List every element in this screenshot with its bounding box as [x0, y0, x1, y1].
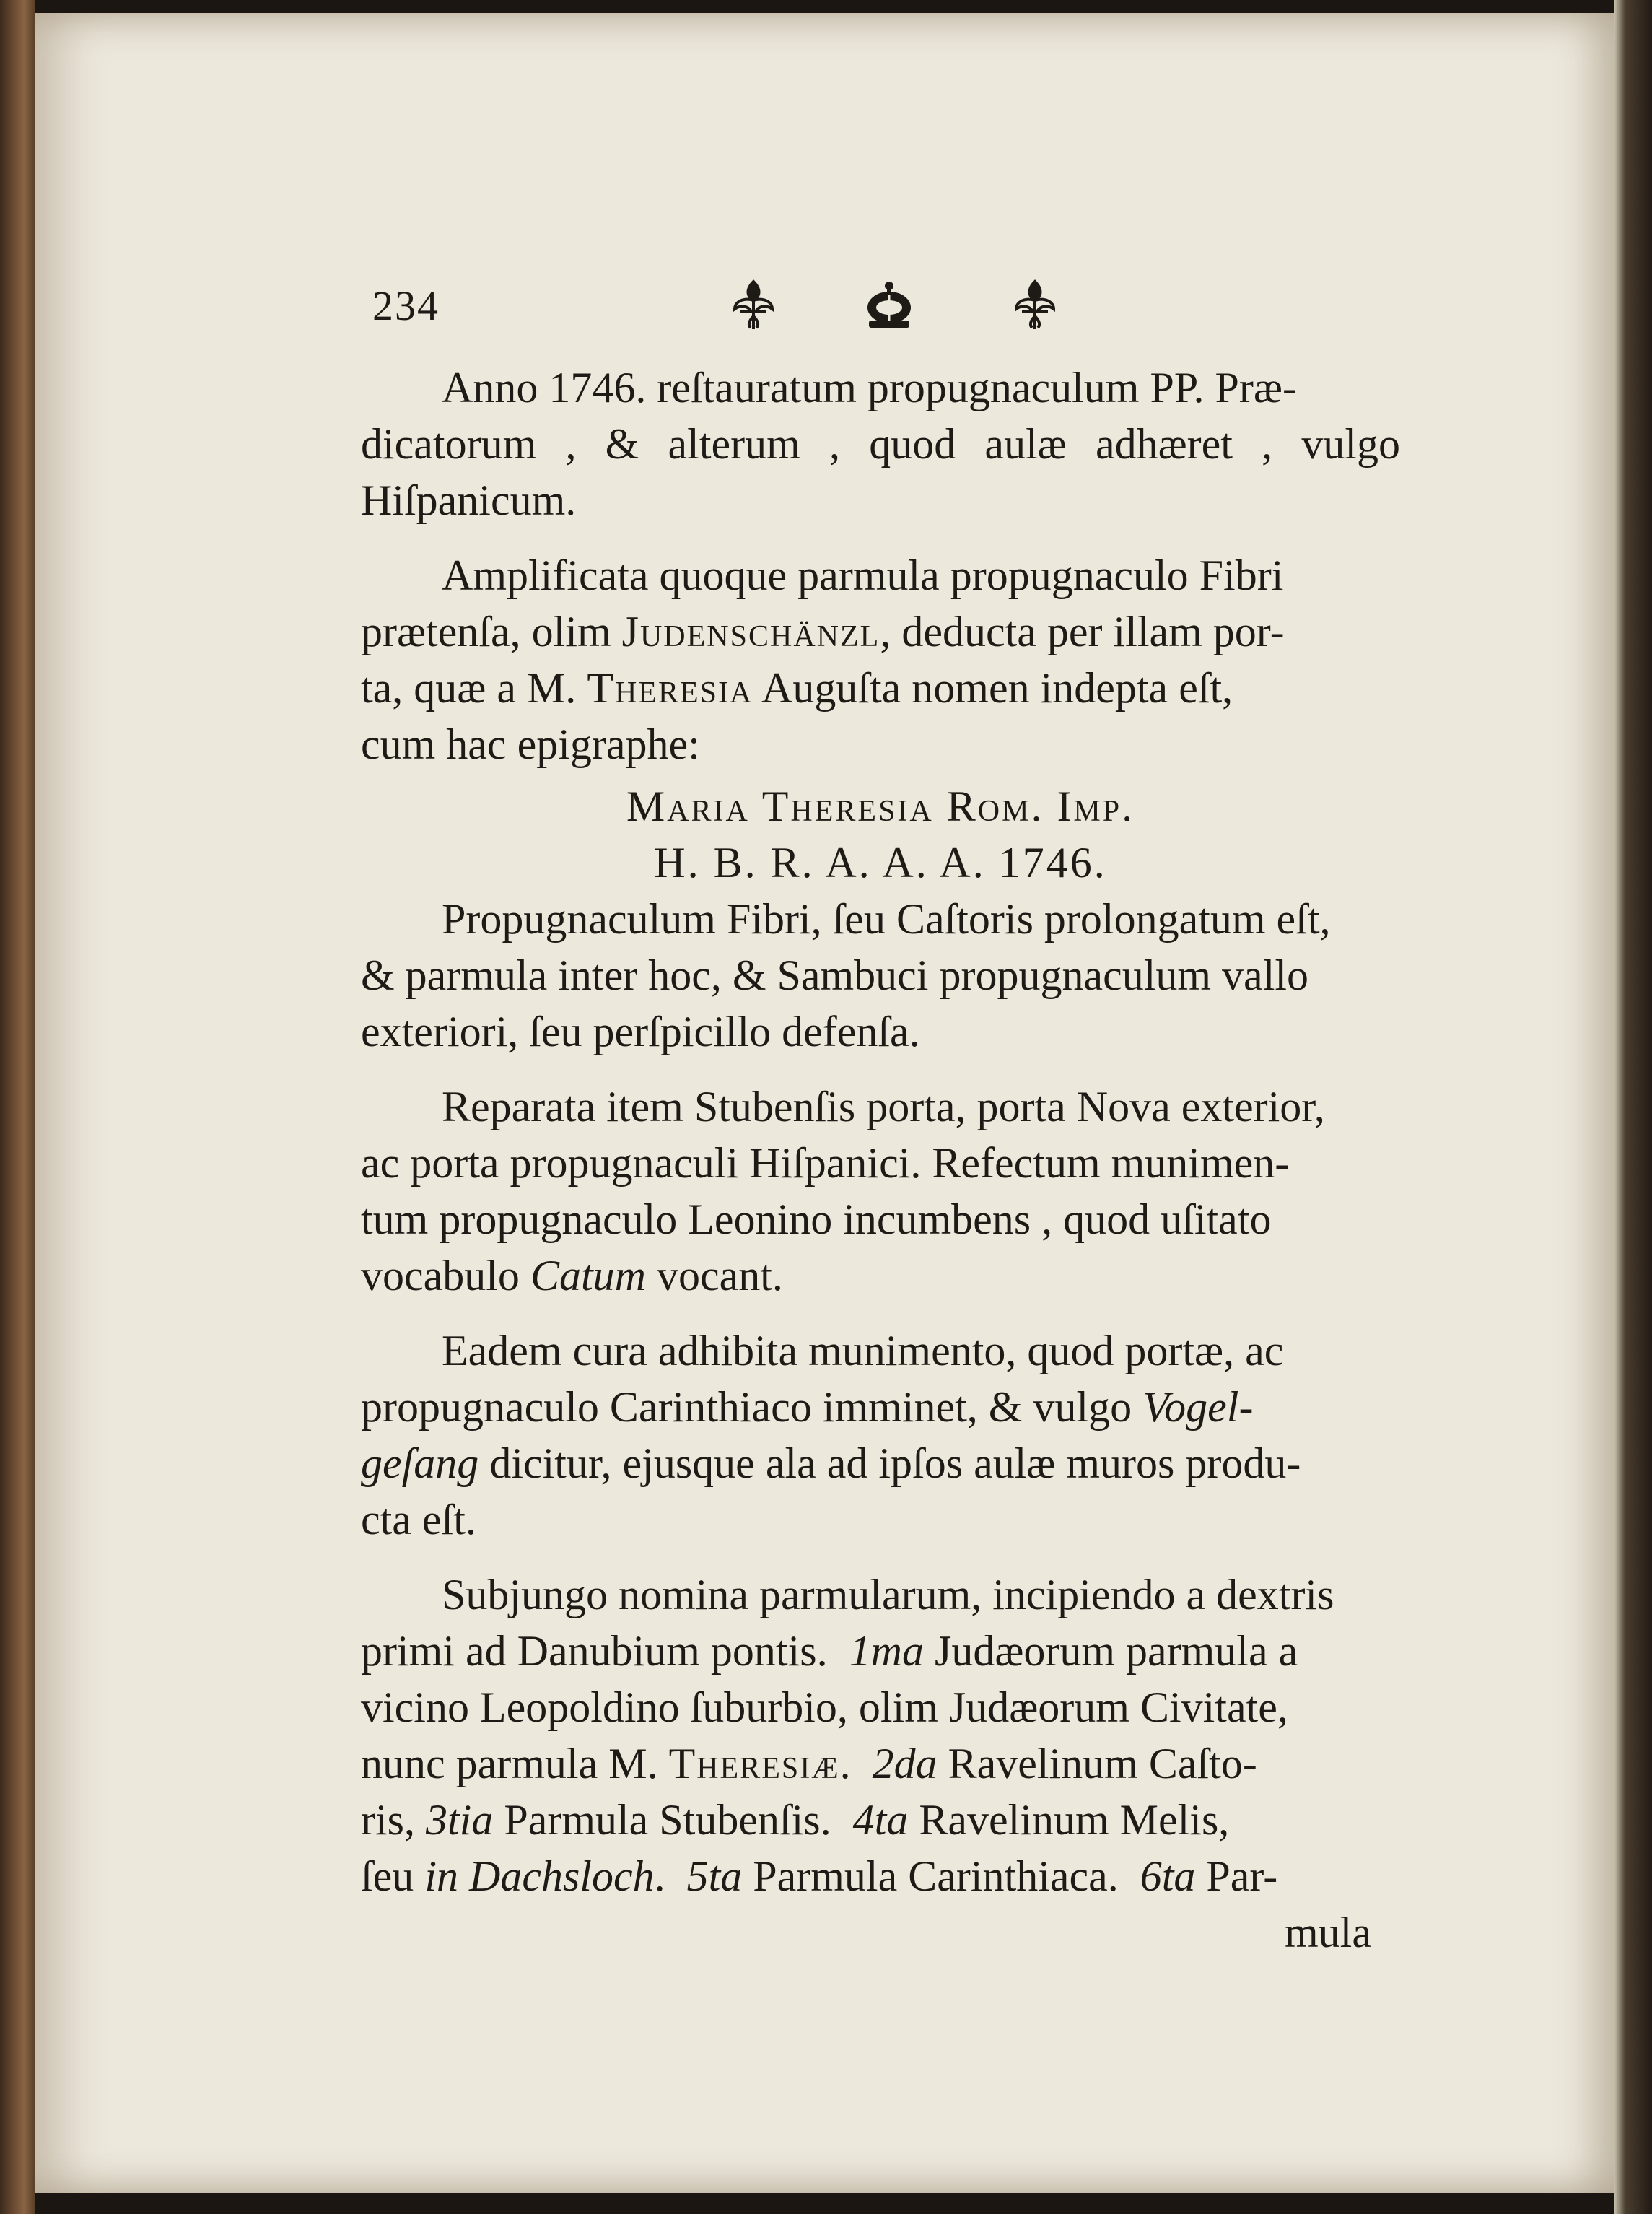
ordinal-2da: 2da	[872, 1740, 938, 1787]
ordinal-3tia: 3tia	[426, 1796, 494, 1844]
paragraph-2	[361, 547, 1400, 772]
fleur-de-lis-ornament-icon	[725, 276, 782, 334]
dachsloch-term: in Dachsloch	[424, 1852, 655, 1900]
body-text	[361, 359, 1400, 1966]
text-line: ſeu in Dachsloch. 5ta Parmula Carinthiaca. 6ta Par-	[361, 1852, 1278, 1900]
text-line: geſang dicitur, ejusque ala ad ipſos aulæ muros produ-	[361, 1439, 1301, 1487]
catum-term: Catum	[530, 1252, 646, 1299]
text-line: cum hac epigraphe:	[361, 720, 700, 768]
text-line: ta, quæ a M. Theresia Auguſta nomen indepta eſt,	[361, 664, 1233, 712]
paragraph-5	[361, 1322, 1400, 1548]
text-line: vocabulo Catum vocant.	[361, 1252, 783, 1299]
page-header	[372, 276, 1094, 348]
page-shadow-edge	[1614, 0, 1652, 2214]
text-line: prætenſa, olim Judenschänzl, deducta per illam por-	[361, 608, 1285, 655]
text-line: Propugnaculum Fibri, ſeu Caſtoris prolongatum eſt,	[442, 895, 1331, 943]
text-line: tum propugnaculo Leonino incumbens , quod uſitato	[361, 1195, 1272, 1243]
ordinal-1ma: 1ma	[849, 1627, 924, 1675]
vogelgesang-term-cont: geſang	[361, 1439, 479, 1487]
paragraph-3	[361, 891, 1400, 1060]
ordinal-6ta: 6ta	[1140, 1852, 1196, 1900]
theresiae-name: Theresiæ	[668, 1740, 840, 1787]
inscription-line-2: H. B. R. A. A. A. 1746.	[654, 839, 1107, 886]
theresia-name: Theresia	[587, 664, 753, 712]
crown-ornament-icon	[860, 276, 918, 334]
text-line: dicatorum , & alterum , quod aulæ adhæret , vulgo	[361, 420, 1400, 468]
catchword: mula	[1285, 1909, 1371, 1956]
text-line: & parmula inter hoc, & Sambuci propugnaculum vallo	[361, 951, 1309, 999]
paragraph-6	[361, 1566, 1400, 1961]
page-number: 234	[372, 282, 440, 329]
inscription-line-1: Maria Theresia Rom. Imp.	[626, 783, 1135, 830]
vogelgesang-term: Vogel-	[1142, 1383, 1254, 1431]
text-line: propugnaculo Carinthiaco imminet, & vulgo Vogel-	[361, 1383, 1254, 1431]
text-line: vicino Leopoldino ſuburbio, olim Judæorum Civitate,	[361, 1683, 1288, 1731]
text-line: Anno 1746. reſtauratum propugnaculum PP. Præ-	[442, 364, 1297, 411]
book-binding-edge	[0, 0, 35, 2214]
text-line: Reparata item Stubenſis porta, porta Nova exterior,	[442, 1083, 1325, 1130]
paragraph-4	[361, 1078, 1400, 1304]
text-line: ac porta propugnaculi Hiſpanici. Refectum munimen-	[361, 1139, 1290, 1187]
text-line: nunc parmula M. Theresiæ. 2da Ravelinum Caſto-	[361, 1740, 1257, 1787]
text-line: primi ad Danubium pontis. 1ma Judæorum parmula a	[361, 1627, 1298, 1675]
text-line: Hiſpanicum.	[361, 476, 577, 524]
inscription	[361, 778, 1400, 891]
ordinal-4ta: 4ta	[852, 1796, 909, 1844]
paragraph-1	[361, 359, 1400, 528]
text-line: exteriori, ſeu perſpicillo defenſa.	[361, 1008, 920, 1055]
text-line: Amplificata quoque parmula propugnaculo Fibri	[442, 552, 1284, 599]
fleur-de-lis-ornament-icon	[1006, 276, 1064, 334]
text-line: Subjungo nomina parmularum, incipiendo a dextris	[442, 1571, 1334, 1618]
text-line: ris, 3tia Parmula Stubenſis. 4ta Ravelinum Melis,	[361, 1796, 1230, 1844]
text-line: Eadem cura adhibita munimento, quod portæ, ac	[442, 1327, 1284, 1374]
text-line: cta eſt.	[361, 1496, 476, 1543]
judenschaenzl-name: Judenschänzl	[621, 608, 880, 655]
ordinal-5ta: 5ta	[686, 1852, 743, 1900]
